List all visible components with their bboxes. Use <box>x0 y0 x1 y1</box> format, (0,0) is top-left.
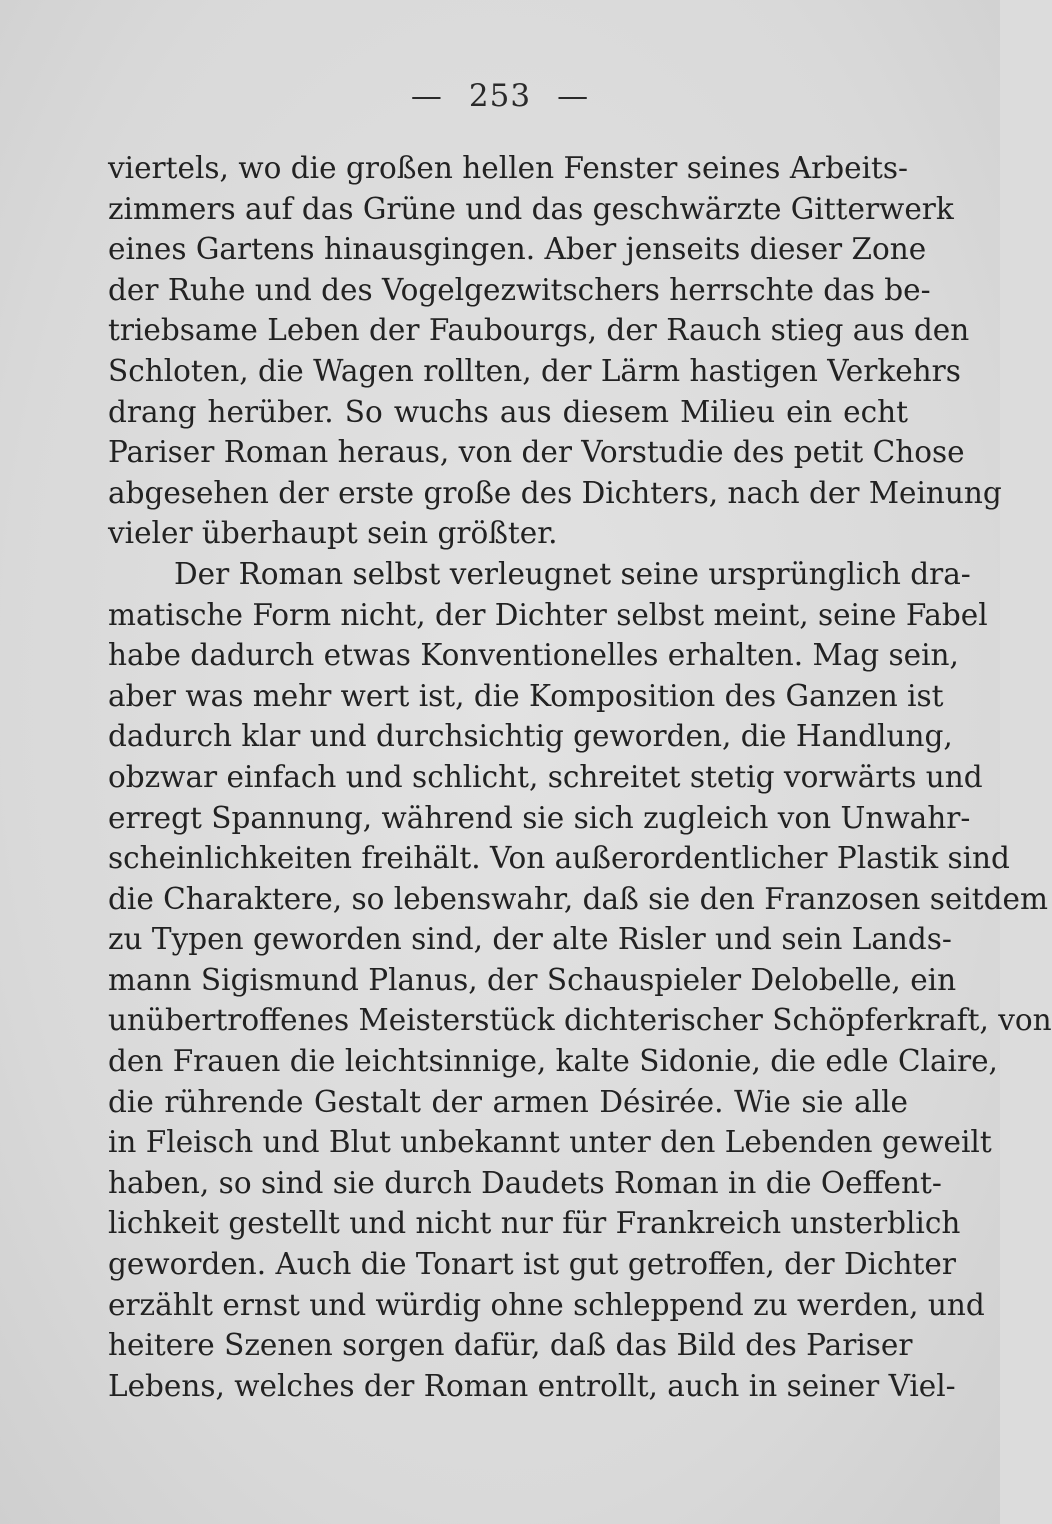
text-line: geworden. Auch die Tonart ist gut getroffen, der Dichter <box>108 1247 956 1282</box>
text-line: triebsame Leben der Faubourgs, der Rauch stieg aus den <box>108 313 970 348</box>
body-text <box>108 148 1052 1406</box>
page-header <box>0 78 1000 114</box>
text-line: obzwar einfach und schlicht, schreitet stetig vorwärts und <box>108 759 983 794</box>
text-line: unübertroffenes Meisterstück dichterischer Schöpferkraft, von <box>108 1003 1052 1038</box>
text-line: erregt Spannung, während sie sich zugleich von Unwahr- <box>108 800 971 835</box>
text-line: habe dadurch etwas Konventionelles erhalten. Mag sein, <box>108 638 959 673</box>
text-line: Lebens, welches der Roman entrollt, auch in seiner Viel- <box>108 1368 956 1403</box>
text-line: den Frauen die leichtsinnige, kalte Sidonie, die edle Claire, <box>108 1044 998 1079</box>
text-line: abgesehen der erste große des Dichters, nach der Meinung <box>108 475 1002 510</box>
text-line: Schloten, die Wagen rollten, der Lärm hastigen Verkehrs <box>108 353 961 388</box>
header-dash-left: — <box>410 78 443 114</box>
text-line: scheinlichkeiten freihält. Von außerordentlicher Plastik sind <box>108 841 1010 876</box>
text-line: viertels, wo die großen hellen Fenster seines Arbeits- <box>108 151 908 185</box>
text-line: haben, so sind sie durch Daudets Roman in die Oeffent- <box>108 1165 942 1200</box>
header-dash-right: — <box>557 78 590 114</box>
text-line: zimmers auf das Grüne und das geschwärzte Gitterwerk <box>108 191 954 226</box>
text-line: eines Gartens hinausgingen. Aber jenseits dieser Zone <box>108 232 927 267</box>
paragraph-start-line: Der Roman selbst verleugnet seine ursprünglich dra- <box>174 556 971 591</box>
text-line: in Fleisch und Blut unbekannt unter den Lebenden geweilt <box>108 1125 992 1160</box>
text-line: matische Form nicht, der Dichter selbst meint, seine Fabel <box>108 597 988 632</box>
paragraph-end-line: vieler überhaupt sein größter. <box>108 516 558 551</box>
text-line: erzählt ernst und würdig ohne schleppend zu werden, und <box>108 1287 985 1322</box>
text-line: mann Sigismund Planus, der Schauspieler Delobelle, ein <box>108 962 957 997</box>
text-line: die Charaktere, so lebenswahr, daß sie den Franzosen seitdem <box>108 881 1048 916</box>
text-line: der Ruhe und des Vogelgezwitschers herrschte das be- <box>108 272 931 307</box>
text-line: die rührende Gestalt der armen Désirée. Wie sie alle <box>108 1084 908 1119</box>
text-line: Pariser Roman heraus, von der Vorstudie des petit Chose <box>108 435 965 470</box>
text-line: lichkeit gestellt und nicht nur für Frankreich unsterblich <box>108 1206 961 1241</box>
text-line: zu Typen geworden sind, der alte Risler und sein Lands- <box>108 922 952 957</box>
text-line: aber was mehr wert ist, die Komposition des Ganzen ist <box>108 678 944 713</box>
text-line: heitere Szenen sorgen dafür, daß das Bild des Pariser <box>108 1328 913 1363</box>
page-number: 253 <box>468 78 532 114</box>
text-line: dadurch klar und durchsichtig geworden, die Handlung, <box>108 719 953 754</box>
text-line: drang herüber. So wuchs aus diesem Milieu ein echt <box>108 394 908 429</box>
